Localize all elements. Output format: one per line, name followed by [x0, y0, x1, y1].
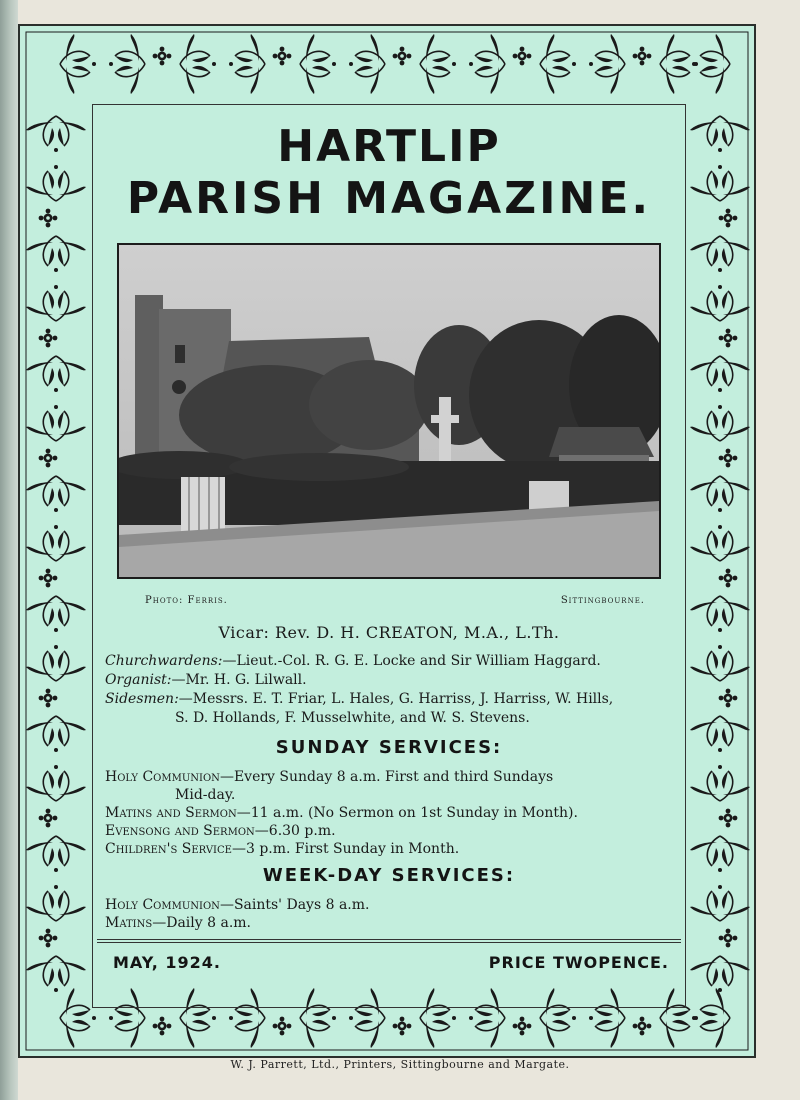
- photo-credit: Photo: Ferris.: [145, 595, 228, 606]
- service-name: Matins and Sermon: [105, 805, 237, 821]
- organist-line: [105, 672, 307, 688]
- sunday-service-row: [105, 841, 459, 857]
- service-detail: —6.30 p.m.: [254, 823, 336, 839]
- sunday-service-row: [105, 805, 578, 821]
- sunday-service-row: [105, 823, 336, 839]
- sidesmen-line: [105, 691, 613, 707]
- church-photograph: [117, 243, 661, 579]
- churchwardens-line: [105, 653, 601, 669]
- sidesmen-label: Sidesmen:: [105, 691, 179, 707]
- book-binding-edge: [0, 0, 18, 1100]
- service-detail: —11 a.m. (No Sermon on 1st Sunday in Month).: [236, 805, 578, 821]
- weekday-service-row: [105, 897, 369, 913]
- sidesmen-names-2: S. D. Hollands, F. Musselwhite, and W. S. Stevens.: [175, 710, 530, 726]
- sidesmen-names-1: —Messrs. E. T. Friar, L. Hales, G. Harriss, J. Harriss, W. Hills,: [178, 691, 614, 707]
- organist-name: —Mr. H. G. Lilwall.: [171, 672, 307, 688]
- service-detail: —Every Sunday 8 a.m. First and third Sundays: [219, 769, 554, 785]
- vicar-line: Vicar: Rev. D. H. CREATON, M.A., L.Th.: [218, 623, 560, 642]
- masthead-title-line2: PARISH MAGAZINE.: [126, 173, 652, 224]
- printer-imprint: W. J. Parrett, Ltd., Printers, Sittingbourne and Margate.: [230, 1058, 570, 1071]
- service-detail: —Saints' Days 8 a.m.: [219, 897, 370, 913]
- service-name: Evensong and Sermon: [105, 823, 255, 839]
- footer-divider: [97, 939, 681, 940]
- issue-date: MAY, 1924.: [113, 953, 221, 972]
- service-detail: —3 p.m. First Sunday in Month.: [231, 841, 460, 857]
- churchwardens-label: Churchwardens:: [105, 653, 223, 669]
- churchwardens-names: —Lieut.-Col. R. G. E. Locke and Sir William Haggard.: [222, 653, 601, 669]
- weekday-service-row: [105, 915, 251, 931]
- magazine-cover: [18, 24, 756, 1058]
- organist-label: Organist:: [105, 672, 172, 688]
- sunday-service-row: Mid-day.: [175, 787, 236, 803]
- weekday-services-heading: WEEK-DAY SERVICES:: [262, 865, 516, 886]
- church-photo-illustration: [119, 245, 659, 577]
- service-name: Matins: [105, 915, 153, 931]
- issue-price: PRICE TWOPENCE.: [488, 953, 669, 972]
- sunday-services-heading: SUNDAY SERVICES:: [275, 737, 503, 758]
- masthead-title-line1: HARTLIP: [277, 121, 501, 172]
- photo-location: Sittingbourne.: [560, 595, 645, 606]
- service-name: Children's Service: [105, 841, 232, 857]
- service-name: Holy Communion: [105, 769, 220, 785]
- content-panel: [92, 104, 686, 1008]
- footer-divider: [97, 942, 681, 943]
- service-name: Holy Communion: [105, 897, 220, 913]
- sunday-service-row: [105, 769, 553, 785]
- service-detail: —Daily 8 a.m.: [152, 915, 251, 931]
